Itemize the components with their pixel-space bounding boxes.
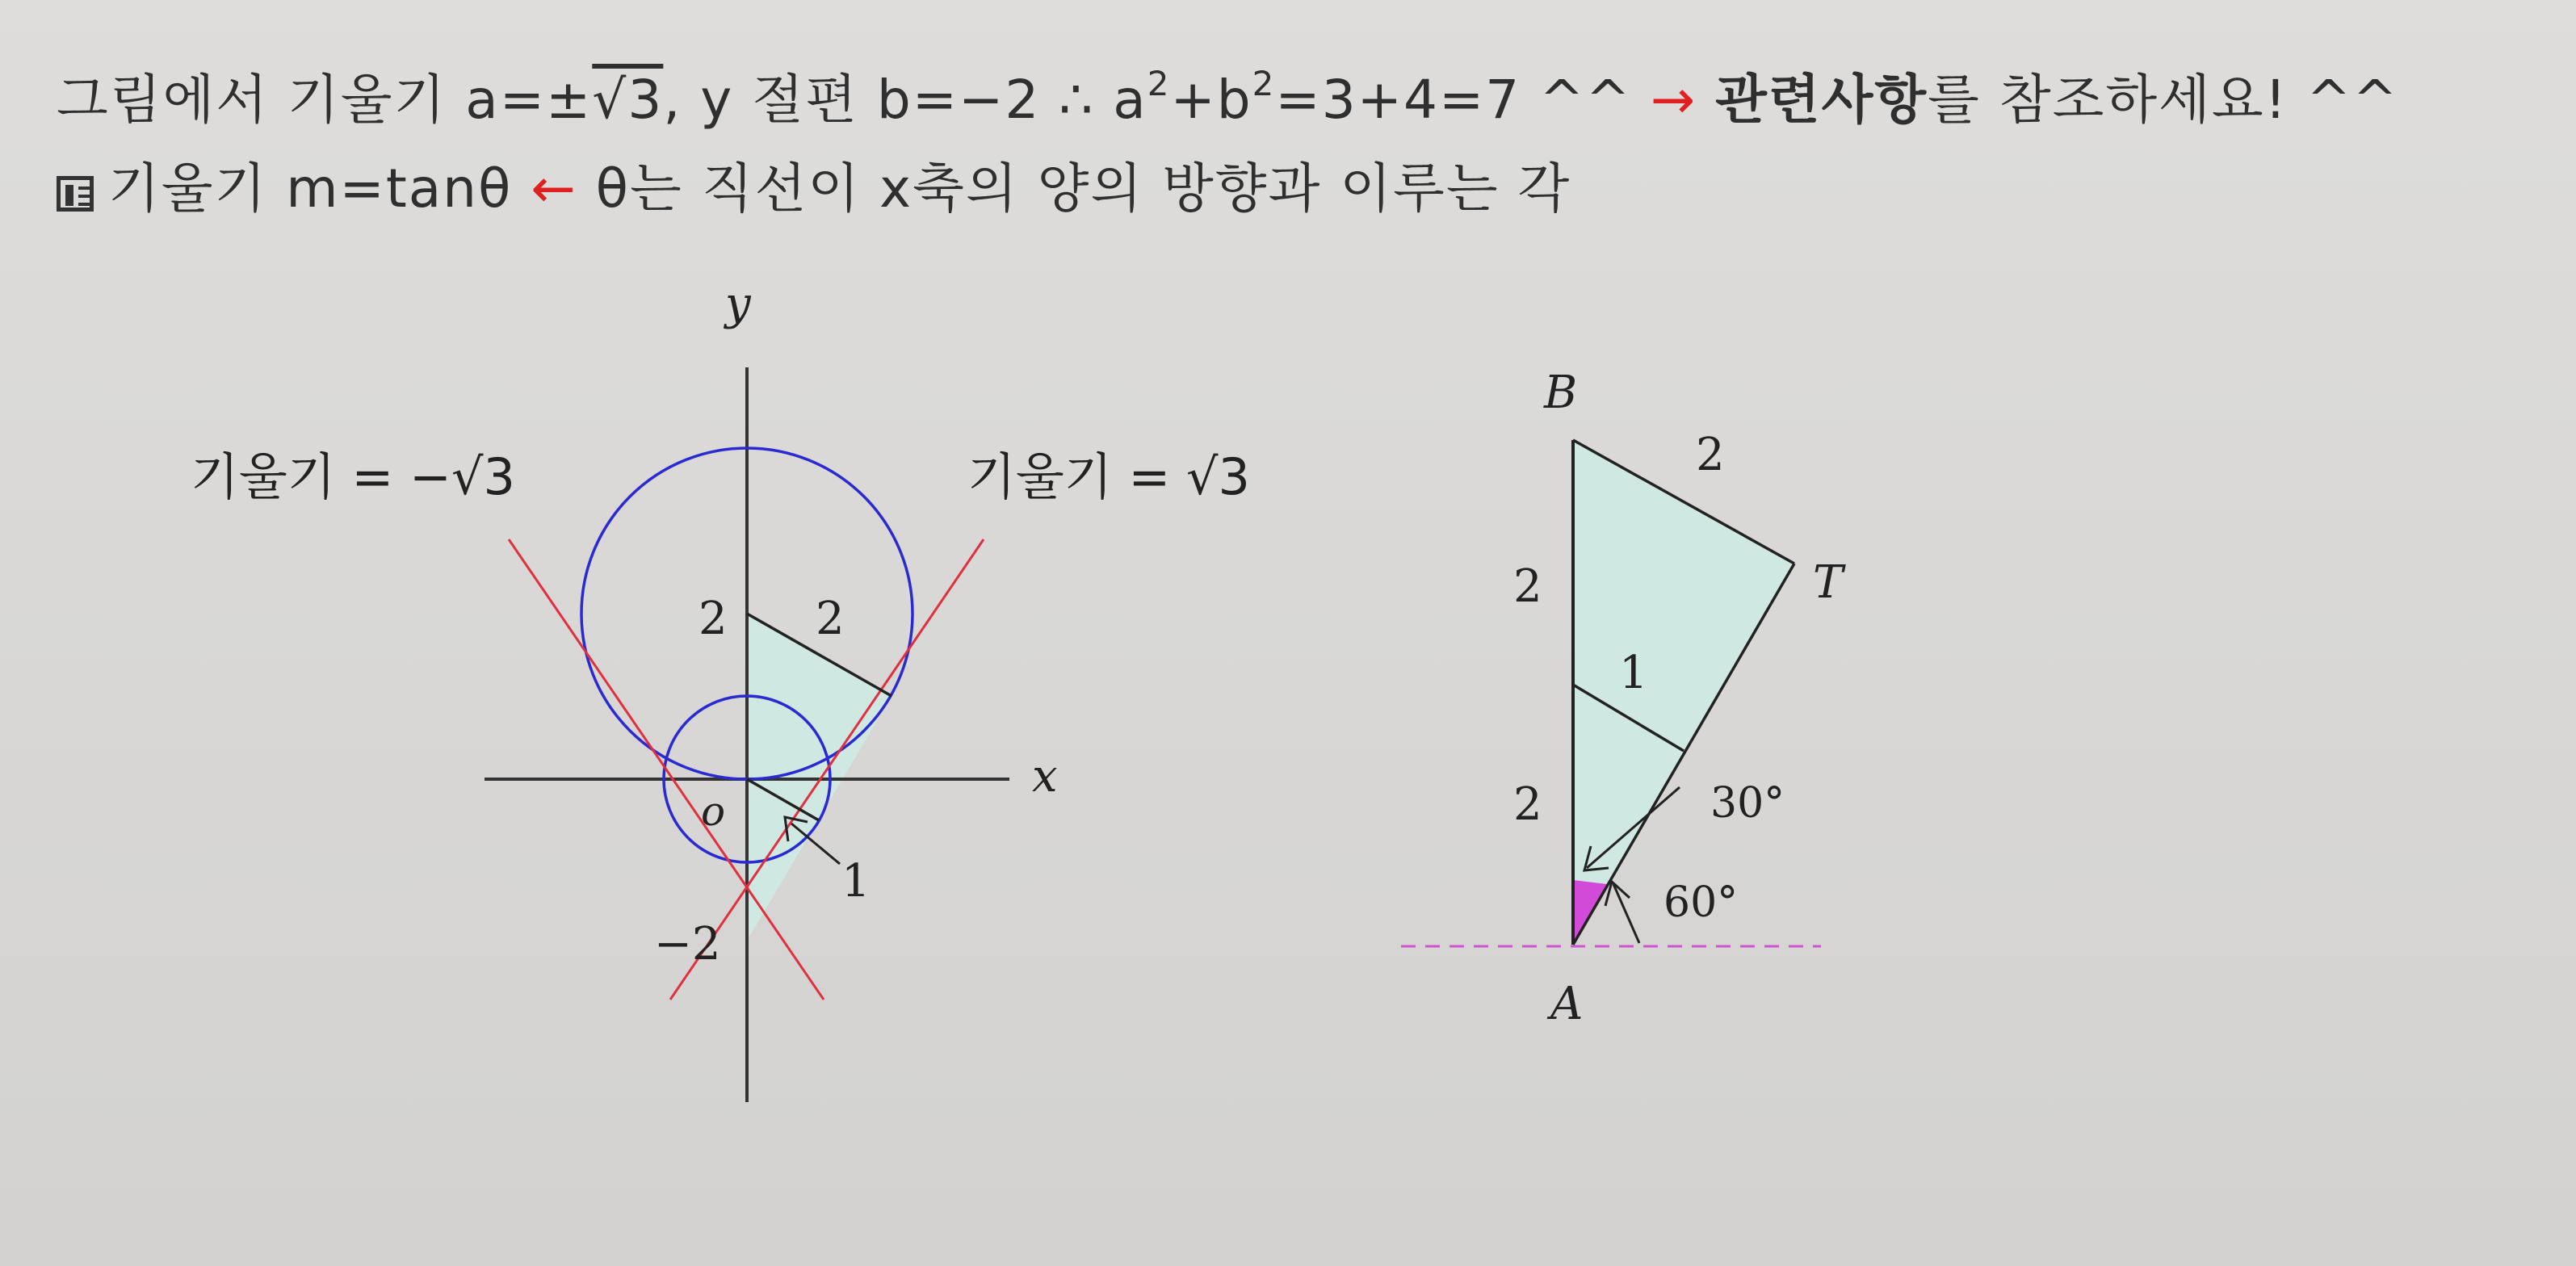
lower-length-label: 2 [1513, 778, 1542, 831]
line1-part-c: +b [1170, 69, 1252, 131]
slope-right-label: 기울기 = √3 [967, 447, 1250, 506]
radius-1-label-fig2: 1 [1619, 647, 1648, 699]
radius-1-label: 1 [841, 855, 871, 908]
pointer-arrow-60 [1613, 884, 1639, 943]
line1-part-e: 를 참조하세요! ^^ [1928, 69, 2399, 131]
line2-part-a: 기울기 m=tanθ [108, 157, 531, 220]
line1-part-a: 그림에서 기울기 a=± [57, 69, 593, 131]
line1-sqrt3: √3 [592, 69, 664, 131]
radius-2-label: 2 [816, 593, 845, 645]
y-intercept-2-label: 2 [699, 593, 728, 645]
line2-part-b: θ는 직선이 x축의 양의 방향과 이루는 각 [577, 157, 1571, 220]
angle-60-label: 60° [1663, 878, 1739, 927]
line1-part-b: , y 절편 b=−2 ∴ a [663, 69, 1147, 131]
point-T-label: T [1813, 556, 1844, 609]
side-BT-label: 2 [1696, 429, 1725, 481]
angle-30-label: 30° [1710, 779, 1785, 828]
figure-1 [191, 278, 1250, 1102]
point-A-label: A [1550, 978, 1584, 1030]
upper-length-label: 2 [1513, 560, 1542, 613]
right-arrow-icon: → [1650, 69, 1697, 131]
related-link-text: 관련사항 [1715, 69, 1928, 131]
figure-2 [1401, 367, 1846, 1030]
y-axis-label: y [725, 278, 751, 330]
line1-sup-1: 2 [1147, 64, 1171, 103]
line1-part-d: =3+4=7 ^^ [1275, 69, 1651, 131]
origin-label: o [701, 788, 726, 835]
line1-sup-2: 2 [1252, 64, 1276, 103]
point-B-label: B [1544, 367, 1578, 419]
slope-left-label: 기울기 = −√3 [191, 447, 515, 506]
y-intercept-neg2-label: −2 [654, 918, 721, 970]
left-arrow-icon: ← [531, 157, 577, 220]
x-axis-label: x [1032, 750, 1058, 803]
